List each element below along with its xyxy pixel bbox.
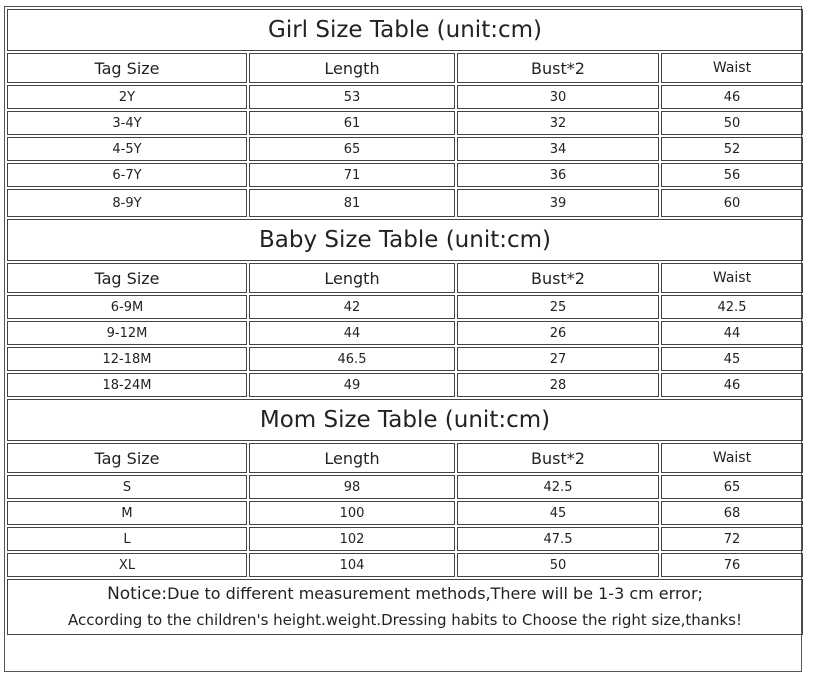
table-row	[7, 189, 803, 217]
mom-size-table-title: Mom Size Table (unit:cm)	[7, 399, 803, 441]
table-cell: 65	[661, 475, 803, 499]
size-chart	[4, 6, 802, 672]
table-cell: 45	[457, 501, 659, 525]
table-cell: 46	[661, 373, 803, 397]
table-cell: 4-5Y	[7, 137, 247, 161]
table-cell: 32	[457, 111, 659, 135]
table-cell: 81	[249, 189, 455, 217]
table-cell: 18-24M	[7, 373, 247, 397]
table-cell: 56	[661, 163, 803, 187]
table-row	[7, 321, 803, 345]
table-cell: 42	[249, 295, 455, 319]
table-cell: 52	[661, 137, 803, 161]
table-row	[7, 553, 803, 577]
girl-title-row	[7, 9, 803, 51]
table-cell: 42.5	[457, 475, 659, 499]
table-cell: 49	[249, 373, 455, 397]
table-cell: 34	[457, 137, 659, 161]
mom-header-row	[7, 443, 803, 473]
table-cell: XL	[7, 553, 247, 577]
table-cell: 27	[457, 347, 659, 371]
table-cell: 68	[661, 501, 803, 525]
table-cell: 26	[457, 321, 659, 345]
column-header-tag: Tag Size	[7, 263, 247, 293]
table-cell: 65	[249, 137, 455, 161]
column-header-tag: Tag Size	[7, 443, 247, 473]
table-row	[7, 347, 803, 371]
column-header-bust: Bust*2	[457, 53, 659, 83]
table-cell: 39	[457, 189, 659, 217]
table-cell: 53	[249, 85, 455, 109]
baby-header-row	[7, 263, 803, 293]
mom-title-row	[7, 399, 803, 441]
table-cell: 2Y	[7, 85, 247, 109]
size-table-body	[7, 9, 803, 635]
table-cell: 28	[457, 373, 659, 397]
girl-size-table-title: Girl Size Table (unit:cm)	[7, 9, 803, 51]
notice-label: Notice:	[107, 584, 168, 604]
table-row	[7, 501, 803, 525]
table-cell: 98	[249, 475, 455, 499]
table-cell: 45	[661, 347, 803, 371]
table-cell: 44	[249, 321, 455, 345]
table-row	[7, 137, 803, 161]
column-header-bust: Bust*2	[457, 443, 659, 473]
table-cell: 6-9M	[7, 295, 247, 319]
size-table	[5, 7, 805, 637]
table-row	[7, 475, 803, 499]
girl-header-row	[7, 53, 803, 83]
table-cell: 72	[661, 527, 803, 551]
table-cell: 36	[457, 163, 659, 187]
table-row	[7, 527, 803, 551]
notice-line-2: According to the children's height.weight.Dressing habits to Choose the right size,thanks!	[68, 611, 742, 629]
table-row	[7, 163, 803, 187]
table-cell: 71	[249, 163, 455, 187]
table-cell: 46.5	[249, 347, 455, 371]
column-header-length: Length	[249, 53, 455, 83]
table-cell: 76	[661, 553, 803, 577]
table-cell: 100	[249, 501, 455, 525]
column-header-bust: Bust*2	[457, 263, 659, 293]
notice-text	[7, 579, 803, 635]
table-cell: 50	[457, 553, 659, 577]
table-cell: 6-7Y	[7, 163, 247, 187]
table-cell: 60	[661, 189, 803, 217]
table-cell: 3-4Y	[7, 111, 247, 135]
table-row	[7, 111, 803, 135]
table-row	[7, 85, 803, 109]
table-row	[7, 295, 803, 319]
column-header-length: Length	[249, 263, 455, 293]
table-cell: M	[7, 501, 247, 525]
column-header-waist: Waist	[661, 263, 803, 293]
table-cell: 47.5	[457, 527, 659, 551]
table-cell: 104	[249, 553, 455, 577]
table-cell: 9-12M	[7, 321, 247, 345]
table-cell: 61	[249, 111, 455, 135]
table-cell: 8-9Y	[7, 189, 247, 217]
baby-title-row	[7, 219, 803, 261]
table-cell: L	[7, 527, 247, 551]
table-cell: 46	[661, 85, 803, 109]
column-header-waist: Waist	[661, 53, 803, 83]
table-cell: 50	[661, 111, 803, 135]
column-header-tag: Tag Size	[7, 53, 247, 83]
table-cell: 102	[249, 527, 455, 551]
table-cell: 44	[661, 321, 803, 345]
table-row	[7, 373, 803, 397]
baby-size-table-title: Baby Size Table (unit:cm)	[7, 219, 803, 261]
notice-line-1	[8, 581, 802, 607]
table-cell: 42.5	[661, 295, 803, 319]
table-cell: S	[7, 475, 247, 499]
table-cell: 12-18M	[7, 347, 247, 371]
column-header-length: Length	[249, 443, 455, 473]
table-cell: 30	[457, 85, 659, 109]
notice-row	[7, 579, 803, 635]
column-header-waist: Waist	[661, 443, 803, 473]
table-cell: 25	[457, 295, 659, 319]
notice-text-1: Due to different measurement methods,There will be 1-3 cm error;	[167, 584, 703, 603]
